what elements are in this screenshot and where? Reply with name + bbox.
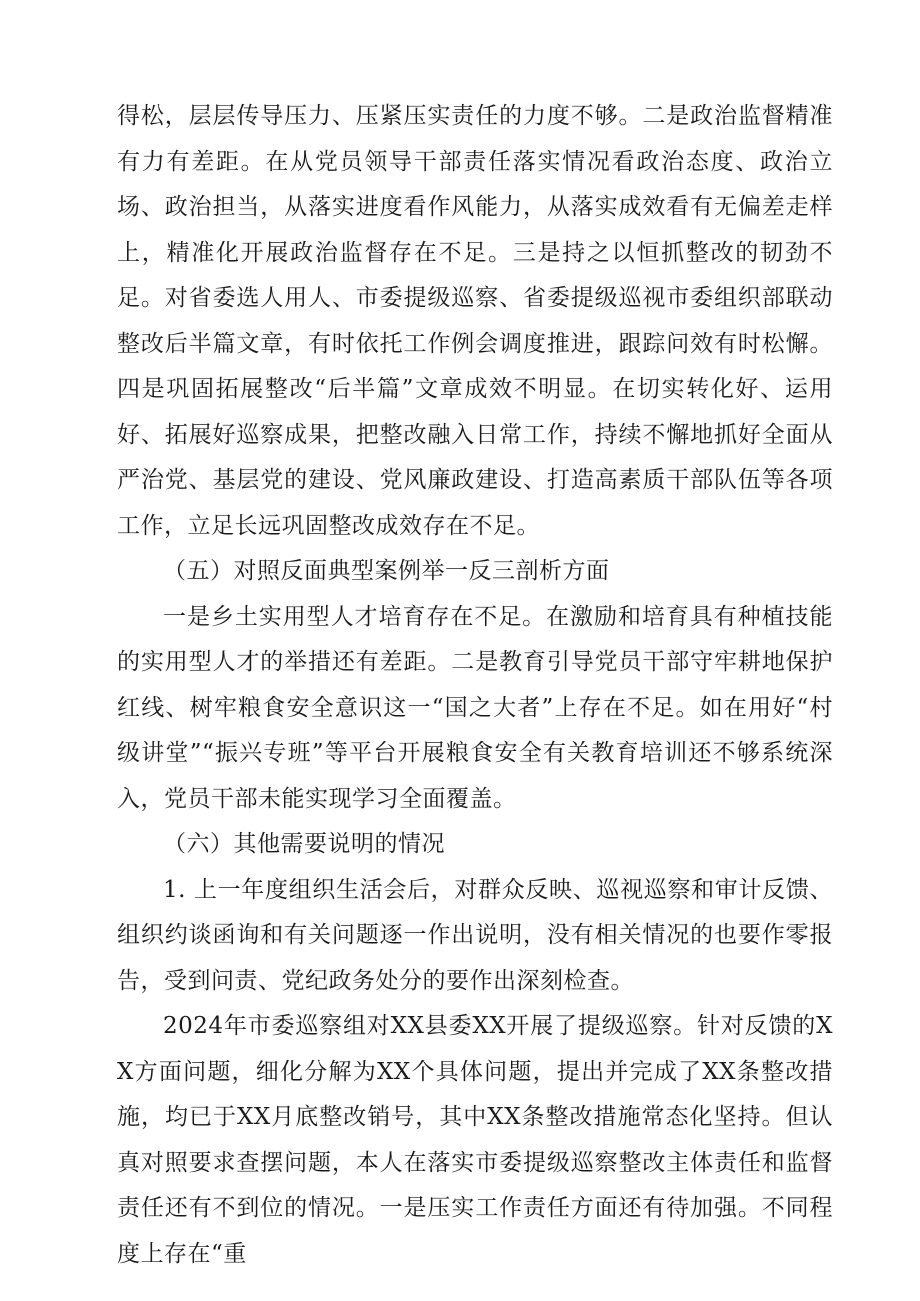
document-body [117, 94, 833, 1277]
section-heading-5: （五）对照反面典型案例举一反三剖析方面 [163, 558, 610, 584]
paragraph-continuation: 得松，层层传导压力、压紧压实责任的力度不够。二是政治监督精准有力有差距。在从党员领导干部责任落实情况看政治态度、政治立场、政治担当，从落实进度看作风能力，从落实成效看有无偏差走样上，精准化开展政治监督存在不足。三是持之以恒抓整改的韧劲不足。对省委选人用人、市委提级巡察、省委提级巡视市委组织部联动整改后半篇文章，有时依托工作例会调度推进，跟踪问效有时松懈。四是巩固拓展整改“后半篇”文章成效不明显。在切实转化好、运用好、拓展好巡察成果，把整改融入日常工作，持续不懈地抓好全面从严治党、基层党的建设、党风廉政建设、打造高素质干部队伍等各项工作，立足长远巩固整改成效存在不足。 [117, 103, 833, 539]
paragraph-inspection: 2024年市委巡察组对XX县委XX开展了提级巡察。针对反馈的XX方面问题，细化分解为XX个具体问题，提出并完成了XX条整改措施，均已于XX月底整改销号，其中XX条整改措施常态化坚持。但认真对照要求查摆问题，本人在落实市委提级巡察整改主体责任和监督责任还有不到位的情况。一是压实工作责任方面还有待加强。不同程度上存在“重 [117, 1013, 833, 1267]
section-heading-6: （六）其他需要说明的情况 [163, 831, 445, 857]
paragraph-item-1: 1. 上一年度组织生活会后，对群众反映、巡视巡察和审计反馈、组织约谈函询和有关问题逐一作出说明，没有相关情况的也要作零报告，受到问责、党纪政务处分的要作出深刻检查。 [117, 876, 833, 994]
paragraph-section-5: 一是乡土实用型人才培育存在不足。在激励和培育具有种植技能的实用型人才的举措还有差距。二是教育引导党员干部守牢耕地保护红线、树牢粮食安全意识这一“国之大者”上存在不足。如在用好“村级讲堂”“振兴专班”等平台开展粮食安全有关教育培训还不够系统深入，党员干部未能实现学习全面覆盖。 [117, 603, 833, 812]
